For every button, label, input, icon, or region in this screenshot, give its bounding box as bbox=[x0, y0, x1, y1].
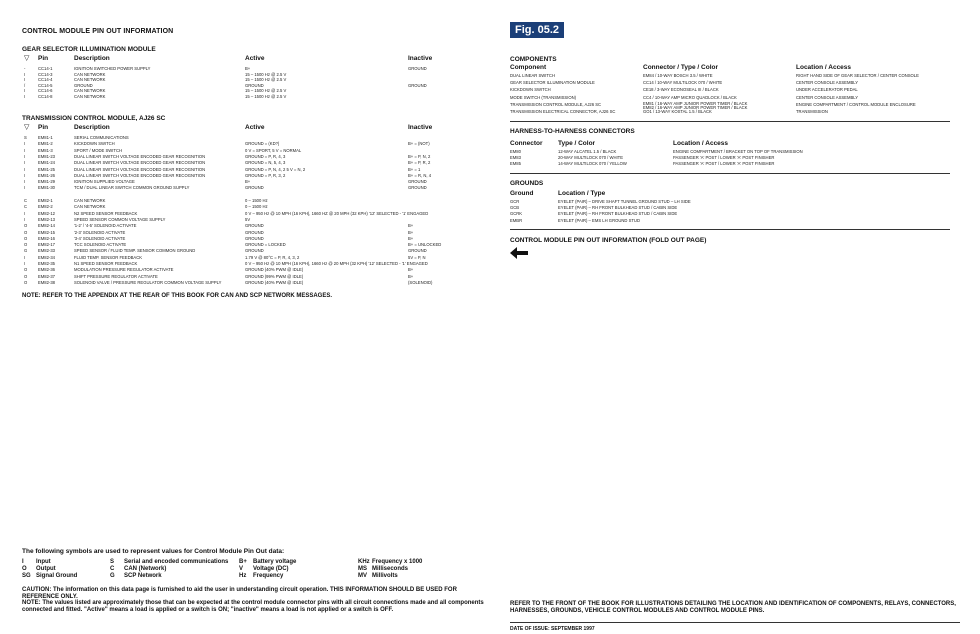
pin-id: EM82-12 bbox=[38, 210, 55, 216]
active-value: 0 – 1500 Hz bbox=[245, 198, 268, 203]
legend-symbol: S bbox=[110, 559, 115, 565]
type-color: 12-WAY ALCATEL 1.5 / BLACK bbox=[558, 149, 617, 154]
active-value: GROUND = LOCKED bbox=[245, 242, 286, 248]
inactive-value: GROUND bbox=[408, 66, 427, 71]
pin-description: IGNITION SUPPLIED VOLTAGE bbox=[74, 179, 135, 185]
pin-description: SPEED SENSOR / FLUID TEMP. SENSOR COMMON GROUND bbox=[74, 248, 196, 254]
page-title: CONTROL MODULE PIN OUT INFORMATION bbox=[22, 28, 174, 35]
pin-type: C bbox=[24, 198, 28, 203]
legend-entry bbox=[358, 573, 398, 579]
location-access: ENGINE COMPARTMENT / BRACKET ON TOP OF TRANSMISSION bbox=[673, 149, 803, 154]
component-name: TRANSMISSION ELECTRICAL CONNECTOR, AJ26 SC bbox=[510, 109, 616, 114]
active-value: 0 – 1500 Hz bbox=[245, 204, 268, 210]
location-access: ENGINE COMPARTMENT / CONTROL MODULE ENCLOSURE bbox=[796, 101, 916, 107]
pin-type: I bbox=[24, 261, 26, 266]
inactive-value: B+ = P, N, 2 bbox=[408, 153, 431, 159]
location-access: PASSENGER 'A' POST / LOWER 'A' POST FINISHER bbox=[673, 161, 775, 166]
active-value: 15 – 1500 Hz @ 2.5 V bbox=[245, 77, 287, 83]
legend-meaning: Frequency bbox=[253, 573, 284, 579]
pin-description: TCC SOLENOID ACTIVATE bbox=[74, 242, 127, 248]
pin-type: O bbox=[24, 242, 28, 248]
pin-type: I bbox=[24, 71, 26, 77]
pin-description: SOLENOID VALVE / PRESSURE REGULATOR COMMON VOLTAGE SUPPLY bbox=[74, 279, 222, 285]
pin-id: CC14-5 bbox=[38, 82, 53, 88]
col-connector: Connector / Type / Color bbox=[643, 64, 718, 71]
pin-type: I bbox=[24, 179, 26, 185]
pin-id: EM81-29 bbox=[38, 179, 55, 185]
pin-description: FLUID TEMP. SENSOR FEEDBACK bbox=[74, 254, 143, 260]
pin-type: I bbox=[24, 160, 26, 166]
col-active: Active bbox=[245, 124, 265, 131]
pin-id: EM82-34 bbox=[38, 254, 55, 260]
active-value: 5V bbox=[245, 216, 251, 222]
inactive-value: B+ = (NOT) bbox=[408, 141, 430, 147]
connector-type: CC14 / 10-WAY MULTILOCK 070 / WHITE bbox=[643, 80, 723, 86]
legend-symbol: SG bbox=[22, 573, 31, 579]
component-name: GEAR SELECTOR ILLUMINATION MODULE bbox=[510, 80, 595, 86]
caution-note: CAUTION: The information on this data page is furnished to aid the user in understanding circuit operation. THIS INFORMATION SHOULD BE USED FOR REFERENCE ONLY. bbox=[22, 587, 457, 600]
pin-type: O bbox=[24, 267, 28, 273]
pin-description: TCM / DUAL LINEAR SWITCH COMMON GROUND SUPPLY bbox=[74, 185, 190, 191]
components-column-headers bbox=[510, 64, 950, 73]
pin-description: CAN NETWORK bbox=[74, 77, 106, 83]
col-pin: Pin bbox=[38, 55, 49, 62]
refer-note: REFER TO THE FRONT OF THE BOOK FOR ILLUSTRATIONS DETAILING THE LOCATION AND IDENTIFICATION OF COMPONENTS, RELAYS, CONNECTORS, HARNESSES, GROUNDS, VEHICLE CONTROL MODULES AND CONTROL MODULE PINS. bbox=[510, 601, 956, 614]
table-row bbox=[510, 218, 950, 224]
pin-description: CAN NETWORK bbox=[74, 88, 106, 94]
components-heading: COMPONENTS bbox=[510, 56, 557, 63]
legend-meaning: Output bbox=[36, 566, 56, 572]
symbols-legend bbox=[22, 559, 482, 583]
grounds-column-headers bbox=[510, 190, 950, 199]
legend-meaning: CAN (Network) bbox=[124, 566, 167, 572]
inactive-value: B+ = R, N, 4 bbox=[408, 172, 432, 178]
pin-description: CAN NETWORK bbox=[74, 204, 106, 210]
legend-symbol: Hz bbox=[239, 573, 247, 579]
arrow-left-icon bbox=[510, 247, 528, 259]
connector-id: EM85 bbox=[510, 161, 521, 166]
legend-entry bbox=[22, 566, 56, 572]
pin-description: SPEED SENSOR COMMON VOLTAGE SUPPLY bbox=[74, 216, 166, 222]
pin-description: CAN NETWORK bbox=[74, 198, 106, 203]
pin-id: EM82-37 bbox=[38, 273, 55, 279]
pin-type: I bbox=[24, 210, 26, 216]
legend-symbol: V bbox=[239, 566, 244, 572]
pin-description: '1-2' / '4-5' SOLENOID ACTIVATE bbox=[74, 223, 137, 229]
legend-meaning: Serial and encoded communications bbox=[124, 559, 229, 565]
pin-description: IGNITION SWITCHED POWER SUPPLY bbox=[74, 66, 151, 71]
divider bbox=[510, 121, 950, 122]
location-access: PASSENGER 'A' POST / LOWER 'A' POST FINISHER bbox=[673, 155, 775, 160]
connector-type: CC4 / 10-WAY AMP MICRO QUADLOCK / BLACK bbox=[643, 94, 737, 100]
pin-type: O bbox=[24, 273, 28, 279]
legend-symbol: I bbox=[22, 559, 24, 565]
legend-meaning: SCP Network bbox=[124, 573, 162, 579]
pin-type: I bbox=[24, 147, 26, 153]
divider bbox=[510, 173, 950, 174]
pin-description: DUAL LINEAR SWITCH VOLTAGE ENCODED GEAR RECOGNITION bbox=[74, 153, 206, 159]
table-row bbox=[510, 73, 950, 80]
inactive-value: GROUND bbox=[408, 185, 427, 191]
gear-selector-heading: GEAR SELECTOR ILLUMINATION MODULE bbox=[22, 46, 156, 53]
legend-entry bbox=[110, 566, 166, 572]
active-value: 1.79 V @ 80°C = P, R, 4, 3, 2 bbox=[245, 254, 300, 260]
legend-entry bbox=[110, 573, 162, 579]
pin-type: O bbox=[24, 235, 28, 241]
triangle-icon: ▽ bbox=[24, 124, 30, 131]
triangle-icon: ▽ bbox=[24, 55, 30, 62]
active-value: 0 V = SPORT, 5 V = NORMAL bbox=[245, 147, 302, 153]
inactive-value: 5V = P, N bbox=[408, 254, 426, 260]
active-value: GROUND = N, 5, 4, 3 bbox=[245, 160, 286, 166]
pin-description: N1 SPEED SENSOR FEEDBACK bbox=[74, 261, 138, 266]
legend-meaning: Input bbox=[36, 559, 51, 565]
grounds-heading: GROUNDS bbox=[510, 180, 544, 187]
connector-type: CE18 / 3-WAY ECONOSEAL III / BLACK bbox=[643, 87, 719, 93]
inactive-value: B+ = P, R, 2 bbox=[408, 160, 431, 166]
col-component: Component bbox=[510, 64, 547, 71]
pin-id: EM82-15 bbox=[38, 229, 55, 235]
legend-meaning: Frequency x 1000 bbox=[372, 559, 423, 565]
pin-type: S bbox=[24, 135, 27, 140]
active-value: GROUND (40% PWM @ IDLE) bbox=[245, 279, 304, 285]
pin-type: I bbox=[24, 172, 26, 178]
inactive-value: B+ bbox=[408, 223, 414, 229]
pin-id: EM82-36 bbox=[38, 267, 55, 273]
pin-description: KICKDOWN SWITCH bbox=[74, 141, 115, 147]
ground-id: GCRK bbox=[510, 211, 523, 217]
active-value: GROUND (99% PWM @ IDLE) bbox=[245, 273, 304, 279]
col-ground: Ground bbox=[510, 190, 534, 197]
legend-entry bbox=[239, 559, 296, 565]
legend-symbol: O bbox=[22, 566, 27, 572]
pin-id: CC14-4 bbox=[38, 77, 53, 83]
location-access: CENTER CONSOLE ASSEMBLY bbox=[796, 80, 859, 86]
pin-description: DUAL LINEAR SWITCH VOLTAGE ENCODED GEAR RECOGNITION bbox=[74, 166, 206, 172]
component-name: KICKDOWN SWITCH bbox=[510, 87, 551, 93]
pin-description: CAN NETWORK bbox=[74, 94, 106, 99]
active-value: 0 V – 950 Hz @ 10 MPH (16 KPH), 1660 HZ @ 20 MPH (32 KPH) '12' SELECTED - '1' ENGAGED bbox=[245, 210, 429, 216]
pin-description: DUAL LINEAR SWITCH VOLTAGE ENCODED GEAR RECOGNITION bbox=[74, 172, 206, 178]
tcm-column-headers bbox=[22, 124, 477, 133]
pin-type: I bbox=[24, 141, 26, 147]
legend-meaning: Millivolts bbox=[372, 573, 398, 579]
connector-id: EM80 bbox=[510, 149, 521, 154]
active-value: B+ bbox=[245, 66, 251, 71]
active-value: GROUND bbox=[245, 82, 264, 88]
connector-id: EM83 bbox=[510, 155, 521, 160]
type-color: 14-WAY MULTILOCK 070 / YELLOW bbox=[558, 161, 627, 166]
figure-label: Fig. 05.2 bbox=[510, 22, 564, 38]
pin-id: CC14-1 bbox=[38, 66, 53, 71]
pin-id: EM81-2 bbox=[38, 141, 53, 147]
tcm-heading: TRANSMISSION CONTROL MODULE, AJ26 SC bbox=[22, 115, 166, 122]
pin-type: I bbox=[24, 94, 26, 99]
legend-symbol: MS bbox=[358, 566, 367, 572]
legend-meaning: Battery voltage bbox=[253, 559, 297, 565]
pin-description: SPORT / MODE SWITCH bbox=[74, 147, 123, 153]
inactive-value: B+ = UNLOCKED bbox=[408, 242, 442, 248]
pin-description: N2 SPEED SENSOR FEEDBACK bbox=[74, 210, 138, 216]
col-description: Description bbox=[74, 124, 110, 131]
pin-description: MODULATION PRESSURE REGULATOR ACTIVATE bbox=[74, 267, 174, 273]
type-color: 20-WAY MULTILOCK 070 / WHITE bbox=[558, 155, 623, 160]
pin-type: / bbox=[24, 82, 26, 88]
pin-id: EM81-30 bbox=[38, 185, 55, 191]
legend-meaning: Signal Ground bbox=[36, 573, 78, 579]
date-of-issue: DATE OF ISSUE: SEPTEMBER 1997 bbox=[510, 626, 595, 632]
table-row bbox=[510, 80, 950, 87]
values-note: NOTE: The values listed are approximately those that can be expected at the control module connector pins with all circuit connections made and all components connected and fitted. "Active" means a load is applied or a switch is ON; "inactive" means a load is not applied or a switch is OFF. bbox=[22, 600, 484, 613]
col-type: Type / Color bbox=[558, 140, 596, 147]
pin-description: '2-3' SOLENOID ACTIVATE bbox=[74, 229, 126, 235]
legend-symbol: KHz bbox=[358, 559, 370, 565]
col-description: Description bbox=[74, 55, 110, 62]
pin-type: I bbox=[24, 185, 26, 191]
appendix-note: NOTE: REFER TO THE APPENDIX AT THE REAR OF THIS BOOK FOR CAN AND SCP NETWORK MESSAGES. bbox=[22, 293, 333, 299]
ground-id: EMBR bbox=[510, 217, 523, 223]
legend-entry bbox=[22, 559, 51, 565]
active-value: 15 – 1500 Hz @ 2.5 V bbox=[245, 94, 287, 99]
inactive-value: GROUND bbox=[408, 82, 427, 88]
pin-type: I bbox=[24, 216, 26, 222]
active-value: GROUND = P, R, 3, 2 bbox=[245, 172, 286, 178]
divider bbox=[510, 229, 950, 230]
pin-description: DUAL LINEAR SWITCH VOLTAGE ENCODED GEAR RECOGNITION bbox=[74, 160, 206, 166]
pin-id: EM82-2 bbox=[38, 204, 53, 210]
pin-type: O bbox=[24, 279, 28, 285]
active-value: 15 – 1500 Hz @ 2.5 V bbox=[245, 71, 287, 77]
pin-id: EM81-3 bbox=[38, 147, 53, 153]
active-value: GROUND bbox=[245, 185, 264, 191]
component-name: DUAL LINEAR SWITCH bbox=[510, 73, 555, 78]
legend-entry bbox=[358, 566, 408, 572]
pin-id: CC14-8 bbox=[38, 94, 53, 99]
pin-type: I bbox=[24, 153, 26, 159]
active-value: GROUND = P, R, 4, 3 bbox=[245, 153, 286, 159]
active-value: B+ bbox=[245, 179, 251, 185]
table-row bbox=[510, 87, 950, 94]
active-value: GROUND bbox=[245, 248, 264, 254]
location-access: UNDER ACCELERATOR PEDAL bbox=[796, 87, 858, 93]
component-name: MODE SWITCH (TRANSMISSION) bbox=[510, 94, 577, 100]
foldout-label: CONTROL MODULE PIN OUT INFORMATION (FOLD OUT PAGE) bbox=[510, 237, 707, 244]
ground-id: GCR bbox=[510, 199, 520, 204]
pin-id: EM81-1 bbox=[38, 135, 53, 140]
pin-type: I bbox=[24, 254, 26, 260]
pin-id: EM81-26 bbox=[38, 172, 55, 178]
col-inactive: Inactive bbox=[408, 55, 433, 62]
pin-description: SERIAL COMMUNICATIONS bbox=[74, 135, 129, 140]
component-name: TRANSMISSION CONTROL MODULE, AJ26 SC bbox=[510, 101, 602, 107]
legend-entry bbox=[22, 573, 77, 579]
col-inactive: Inactive bbox=[408, 124, 433, 131]
active-value: GROUND (40% PWM @ IDLE) bbox=[245, 267, 304, 273]
ground-id: GCB bbox=[510, 205, 520, 211]
pin-description: SHIFT PRESSURE REGULATOR ACTIVATE bbox=[74, 273, 158, 279]
pin-id: EM82-14 bbox=[38, 223, 55, 229]
inactive-value: B+ bbox=[408, 267, 414, 273]
pin-description: GROUND bbox=[74, 82, 93, 88]
inactive-value: B+ = 1 bbox=[408, 166, 421, 172]
table-row bbox=[510, 102, 950, 109]
pin-id: EM82-16 bbox=[38, 235, 55, 241]
col-location: Location / Access bbox=[673, 140, 729, 147]
inactive-value: GROUND bbox=[408, 179, 427, 185]
pin-id: EM82-35 bbox=[38, 261, 55, 266]
col-location: Location / Type bbox=[558, 190, 606, 197]
pin-type: - bbox=[24, 66, 26, 71]
pin-id: CC14-6 bbox=[38, 88, 53, 94]
active-value: GROUND = (KD?) bbox=[245, 141, 280, 147]
legend-meaning: Milliseconds bbox=[372, 566, 409, 572]
pin-type: I bbox=[24, 88, 26, 94]
pin-description: CAN NETWORK bbox=[74, 71, 106, 77]
active-value: GROUND bbox=[245, 223, 264, 229]
legend-symbol: MV bbox=[358, 573, 367, 579]
pin-id: EM81-25 bbox=[38, 166, 55, 172]
col-location: Location / Access bbox=[796, 64, 852, 71]
active-value: GROUND bbox=[245, 235, 264, 241]
pin-id: EM82-1 bbox=[38, 198, 53, 203]
active-value: 15 – 1500 Hz @ 2.5 V bbox=[245, 88, 287, 94]
location-access: CENTER CONSOLE ASSEMBLY bbox=[796, 94, 859, 100]
col-pin: Pin bbox=[38, 124, 49, 131]
legend-symbol: G bbox=[110, 573, 115, 579]
connector-type: EM81 / 16-WAY AMP JUNIOR POWER TIMER / BLACK EM82 / 16-WAY AMP JUNIOR POWER TIMER / BLACK bbox=[643, 100, 748, 111]
harness-heading: HARNESS-TO-HARNESS CONNECTORS bbox=[510, 128, 635, 135]
pin-id: EM82-33 bbox=[38, 248, 55, 254]
active-value: GROUND = P, N, 4, 2 5 V = N, 2 bbox=[245, 166, 306, 172]
legend-entry bbox=[110, 559, 228, 565]
symbols-intro: The following symbols are used to represent values for Control Module Pin Out data: bbox=[22, 548, 285, 555]
connector-type: EM84 / 10-WAY BOSCH 3.5 / WHITE bbox=[643, 73, 713, 78]
col-active: Active bbox=[245, 55, 265, 62]
legend-symbol: B+ bbox=[239, 559, 247, 565]
active-value: GROUND bbox=[245, 229, 264, 235]
inactive-value: (SOLENOID) bbox=[408, 279, 433, 285]
pin-description: '3-4' SOLENOID ACTIVATE bbox=[74, 235, 126, 241]
pin-id: EM82-38 bbox=[38, 279, 55, 285]
inactive-value: GROUND bbox=[408, 248, 427, 254]
pin-id: EM81-24 bbox=[38, 160, 55, 166]
pin-id: EM82-17 bbox=[38, 242, 55, 248]
pin-id: EM81-23 bbox=[38, 153, 55, 159]
location-type: EYELET (PAIR) – DRIVE SHAFT TUNNEL GROUND STUD – LH SIDE bbox=[558, 199, 691, 204]
pin-id: EM82-13 bbox=[38, 216, 55, 222]
pin-id: CC14-3 bbox=[38, 71, 53, 77]
col-connector: Connector bbox=[510, 140, 543, 147]
pin-type: O bbox=[24, 229, 28, 235]
table-row bbox=[22, 280, 477, 286]
inactive-value: B+ bbox=[408, 229, 414, 235]
table-row bbox=[510, 109, 950, 116]
location-type: EYELET (PAIR) – RH FRONT BULKHEAD STUD / CABIN SIDE bbox=[558, 205, 678, 211]
legend-entry bbox=[239, 573, 283, 579]
connector-type: GO1 / 13-WAY KOSTAL 1.5 / BLACK bbox=[643, 109, 712, 114]
inactive-value: B+ bbox=[408, 235, 414, 241]
location-type: EYELET (PAIR) – EMS LH GROUND STUD bbox=[558, 217, 640, 223]
pin-type: C bbox=[24, 204, 28, 210]
legend-meaning: Voltage (DC) bbox=[253, 566, 289, 572]
legend-entry bbox=[239, 566, 289, 572]
pin-type: I bbox=[24, 166, 26, 172]
pin-type: I bbox=[24, 77, 26, 83]
gear-selector-column-headers bbox=[22, 55, 477, 64]
location-access: RIGHT HAND SIDE OF GEAR SELECTOR / CENTER CONSOLE bbox=[796, 73, 919, 78]
legend-symbol: C bbox=[110, 566, 115, 572]
divider bbox=[510, 622, 960, 623]
table-row bbox=[22, 94, 477, 100]
legend-entry bbox=[358, 559, 422, 565]
pin-type: O bbox=[24, 223, 28, 229]
location-type: EYELET (PAIR) – RH FRONT BULKHEAD STUD / CABIN SIDE bbox=[558, 211, 678, 217]
pin-type: G bbox=[24, 248, 28, 254]
harness-column-headers bbox=[510, 140, 950, 149]
table-row bbox=[510, 161, 950, 167]
location-access: TRANSMISSION bbox=[796, 109, 828, 114]
active-value: 0 V – 950 Hz @ 10 MPH (16 KPH), 1660 Hz @ 20 MPH (32 KPH) '12' SELECTED - '1' ENGAGED bbox=[245, 261, 428, 266]
inactive-value: B+ bbox=[408, 273, 414, 279]
